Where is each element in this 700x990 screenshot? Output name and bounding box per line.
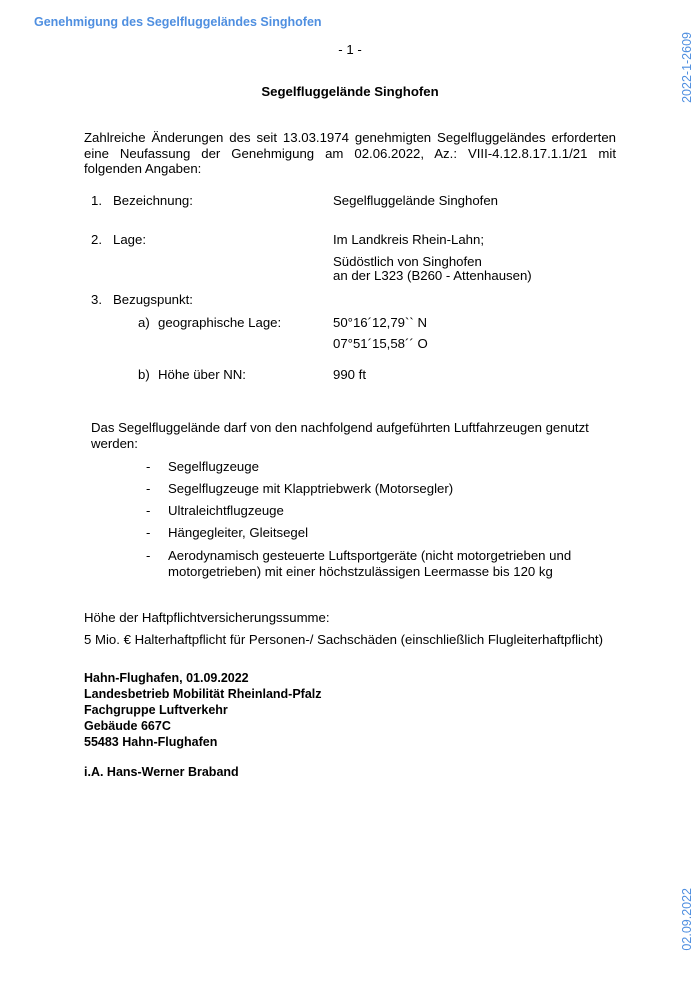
- sub-item-label: geographische Lage:: [158, 315, 282, 330]
- item-label: Lage:: [113, 232, 147, 247]
- insurance-label: Höhe der Haftpflichtversicherungssumme:: [84, 610, 330, 625]
- signature-department: Fachgruppe Luftverkehr: [84, 703, 228, 717]
- item-label: Bezugspunkt:: [113, 292, 193, 307]
- side-reference-number: 2022-1-2609: [680, 32, 694, 103]
- item-value: Segelfluggelände Singhofen: [333, 193, 498, 208]
- list-item-text: Hängegleiter, Gleitsegel: [168, 525, 309, 540]
- signature-address: 55483 Hahn-Flughafen: [84, 735, 218, 749]
- list-dash: -: [146, 459, 151, 474]
- list-item-text: Aerodynamisch gesteuerte Luftsportgeräte (nicht motorgetrieben und motorgetrieben) mit einer höchstzulässigen Leermasse bis 120 kg: [168, 548, 572, 579]
- item-number: 2.: [91, 232, 102, 247]
- list-dash: -: [146, 481, 151, 496]
- sub-item-letter: a): [138, 315, 150, 330]
- page-title: Segelfluggelände Singhofen: [261, 84, 439, 99]
- list-dash: -: [146, 525, 151, 540]
- item-value: Südöstlich von Singhofen: [333, 254, 482, 269]
- signature-organization: Landesbetrieb Mobilität Rheinland-Pfalz: [84, 687, 322, 701]
- signature-place-date: Hahn-Flughafen, 01.09.2022: [84, 671, 249, 685]
- side-date: 02.09.2022: [680, 888, 694, 951]
- list-item-text: Ultraleichtflugzeuge: [168, 503, 284, 518]
- sub-item-label: Höhe über NN:: [158, 367, 246, 382]
- insurance-value: 5 Mio. € Halterhaftpflicht für Personen-/ Sachschäden (einschließlich Flugleiterhaftpflicht): [84, 632, 603, 647]
- signature-signer: i.A. Hans-Werner Braband: [84, 765, 239, 779]
- item-value: Im Landkreis Rhein-Lahn;: [333, 232, 485, 247]
- elevation-value: 990 ft: [333, 367, 366, 382]
- list-item-text: Segelflugzeuge mit Klapptriebwerk (Motorsegler): [168, 481, 454, 496]
- sub-item-letter: b): [138, 367, 150, 382]
- usage-intro: Das Segelfluggelände darf von den nachfolgend aufgeführten Luftfahrzeugen genutzt werden:: [91, 420, 589, 451]
- intro-paragraph: Zahlreiche Änderungen des seit 13.03.1974 genehmigten Segelfluggeländes erforderten eine Neufassung der Genehmigung am 02.06.2022, Az.: VIII-4.12.8.17.1.1/21 mit folgenden Angaben:: [84, 130, 616, 176]
- latitude-value: 50°16´12,79`` N: [333, 315, 427, 330]
- item-value: an der L323 (B260 - Attenhausen): [333, 268, 532, 283]
- item-number: 1.: [91, 193, 102, 208]
- list-dash: -: [146, 503, 151, 518]
- document-header-title: Genehmigung des Segelfluggeländes Singhofen: [34, 15, 322, 29]
- longitude-value: 07°51´15,58´´ O: [333, 336, 428, 351]
- list-item-text: Segelflugzeuge: [168, 459, 259, 474]
- signature-building: Gebäude 667C: [84, 719, 171, 733]
- page-number: - 1 -: [338, 42, 362, 57]
- item-label: Bezeichnung:: [113, 193, 193, 208]
- list-dash: -: [146, 548, 151, 563]
- item-number: 3.: [91, 292, 102, 307]
